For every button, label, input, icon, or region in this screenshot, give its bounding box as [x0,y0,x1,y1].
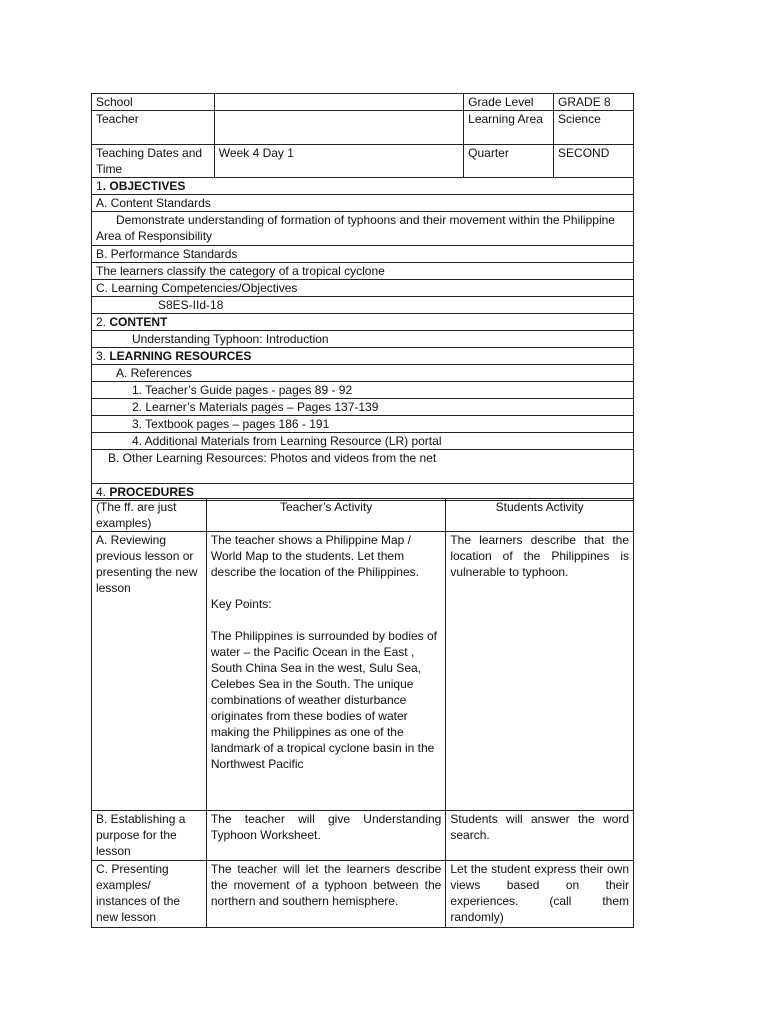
procedures-table [91,498,634,928]
other-resources: B. Other Learning Resources: Photos and videos from the net [92,450,634,484]
procedure-label: A. Reviewing previous lesson or presenting the new lesson [92,532,207,811]
teacher-activity: The teacher will let the learners describe the movement of a typhoon between the northern and southern hemisphere. [206,861,445,928]
students-activity: The learners describe that the location of the Philippines is vulnerable to typhoon. [446,532,634,811]
teacher-activity [206,532,445,811]
competencies-code: S8ES-IId-18 [92,297,634,314]
reference-item: 2. Learner’s Materials pages – Pages 137-139 [92,399,634,416]
key-points-label: Key Points: [210,597,272,611]
procedure-label: C. Presenting examples/ instances of the new lesson [92,861,207,928]
learning-area-value: Science [554,111,634,145]
procedure-label: B. Establishing a purpose for the lesson [92,811,207,861]
dates-value: Week 4 Day 1 [214,145,463,178]
school-value [214,94,463,111]
procedures-col-note: (The ff. are just examples) [92,499,207,532]
procedures-heading: 4. PROCEDURES [92,484,634,501]
learning-area-label: Learning Area [464,111,554,145]
performance-standards-text: The learners classify the category of a tropical cyclone [92,263,634,280]
competencies-label: C. Learning Competencies/Objectives [92,280,634,297]
key-points-text: The Philippines is surrounded by bodies of water – the Pacific Ocean in the East , South China Sea in the west, Sulu Sea, Celebes Sea in the South. The unique combinations of weather disturbance originates from these bodies of water making the Philippines as one of the landmark of a tropical cyclone basin in the Northwest Pacific [210,629,437,771]
teacher-label: Teacher [92,111,215,145]
reference-item: 3. Textbook pages – pages 186 - 191 [92,416,634,433]
teacher-activity-header: Teacher’s Activity [206,499,445,532]
reference-item: 4. Additional Materials from Learning Resource (LR) portal [92,433,634,450]
teacher-activity: The teacher will give Understanding Typhoon Worksheet. [206,811,445,861]
school-label: School [92,94,215,111]
dates-label: Teaching Dates and Time [92,145,215,178]
quarter-value: SECOND [554,145,634,178]
content-standards-label: A. Content Standards [92,195,634,212]
students-activity: Students will answer the word search. [446,811,634,861]
reference-item: 1. Teacher’s Guide pages - pages 89 - 92 [92,382,634,399]
teacher-value [214,111,463,145]
objectives-heading: 1. OBJECTIVES [92,178,634,195]
content-heading: 2. CONTENT [92,314,634,331]
students-activity-header: Students Activity [446,499,634,532]
grade-level-value: GRADE 8 [554,94,634,111]
content-standards-text: Demonstrate understanding of formation of typhoons and their movement within the Philippine Area of Responsibility [92,212,634,246]
header-table [91,93,634,178]
students-activity: Let the student express their own views based on their experiences. (call them randomly) [446,861,634,928]
grade-level-label: Grade Level [464,94,554,111]
teacher-activity-intro: The teacher shows a Philippine Map / World Map to the students. Let them describe the location of the Philippines. [210,533,419,579]
sections-table [91,177,634,501]
quarter-label: Quarter [464,145,554,178]
resources-heading: 3. LEARNING RESOURCES [92,348,634,365]
references-label: A. References [92,365,634,382]
content-text: Understanding Typhoon: Introduction [92,331,634,348]
performance-standards-label: B. Performance Standards [92,246,634,263]
